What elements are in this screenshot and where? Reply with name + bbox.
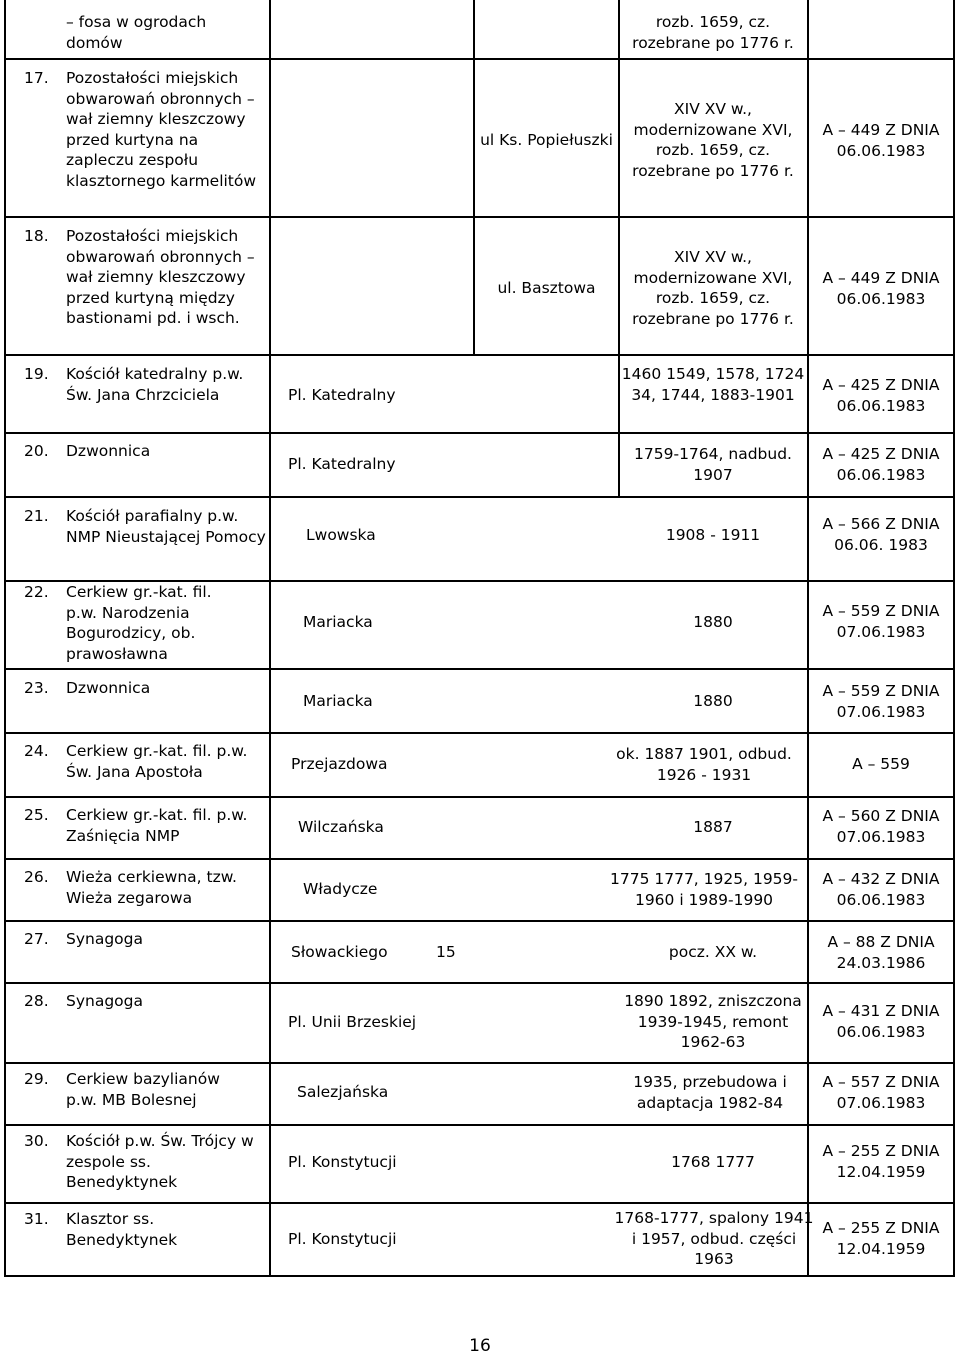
row-register: A – 255 Z DNIA 12.04.1959 (822, 1219, 940, 1258)
row-register: A – 557 Z DNIA 07.06.1983 (822, 1073, 940, 1112)
table-row (4, 920, 953, 984)
row-name: Kościół katedralny p.w. Św. Jana Chrzciciela (66, 365, 244, 404)
row-name: Cerkiew gr.-kat. fil. p.w. Zaśnięcia NMP (66, 806, 248, 845)
row-register: A – 559 (852, 755, 910, 773)
row-name: Pozostałości miejskich obwarowań obronnych – wał ziemny kleszczowy przed kurtyna na zapleczu zespołu klasztornego karmelitów (66, 69, 257, 190)
row-number: 28. (24, 992, 49, 1010)
row-street: ul. Basztowa (497, 279, 596, 297)
table-row (4, 982, 953, 1064)
row-street: Pl. Konstytucji (288, 1230, 397, 1248)
row-register: A – 431 Z DNIA 06.06.1983 (822, 1002, 940, 1041)
row-name: Pozostałości miejskich obwarowań obronnych – wał ziemny kleszczowy przed kurtyną między bastionami pd. i wsch. (66, 227, 255, 327)
row-name: – fosa w ogrodach domów (66, 13, 207, 52)
row-name: Kościół parafialny p.w. NMP Nieustającej Pomocy (66, 507, 266, 546)
row-register: A – 425 Z DNIA 06.06.1983 (822, 376, 940, 415)
row-name: Klasztor ss. Benedyktynek (66, 1210, 178, 1249)
row-register: A – 88 Z DNIA 24.03.1986 (827, 933, 935, 972)
row-date: 1908 - 1911 (665, 526, 761, 544)
row-street: Przejazdowa (291, 755, 388, 773)
page-number: 16 (469, 1336, 491, 1356)
table-row (4, 58, 953, 218)
row-number: 31. (24, 1210, 49, 1228)
table-row (4, 216, 953, 356)
row-street: Mariacka (303, 692, 373, 710)
row-register: A – 559 Z DNIA 07.06.1983 (822, 602, 940, 641)
row-street: Salezjańska (297, 1083, 389, 1101)
table-row (4, 796, 953, 860)
table-row (4, 580, 953, 670)
table-row (4, 858, 953, 922)
row-date: 1775 1777, 1925, 1959-1960 i 1989-1990 (609, 870, 798, 909)
table-row (4, 668, 953, 734)
row-date: rozb. 1659, cz. rozebrane po 1776 r. (632, 13, 794, 52)
table-row (4, 432, 953, 498)
row-name: Wieża cerkiewna, tzw. Wieża zegarowa (66, 868, 237, 907)
row-register: A – 560 Z DNIA 07.06.1983 (822, 807, 940, 846)
row-date: 1460 1549, 1578, 1724 34, 1744, 1883-1901 (621, 365, 805, 404)
row-register: A – 449 Z DNIA 06.06.1983 (822, 269, 940, 308)
row-number: 18. (24, 227, 49, 245)
row-register: A – 559 Z DNIA 07.06.1983 (822, 682, 940, 721)
row-date: 1887 (693, 818, 733, 836)
row-date: pocz. XX w. (668, 943, 758, 961)
row-street: Mariacka (303, 613, 373, 631)
row-street: Wilczańska (298, 818, 384, 836)
row-number: 27. (24, 930, 49, 948)
row-number: 24. (24, 742, 49, 760)
row-date: 1768 1777 (671, 1153, 755, 1171)
row-register: A – 432 Z DNIA 06.06.1983 (822, 870, 940, 909)
row-name: Cerkiew gr.-kat. fil. p.w. Św. Jana Apostoła (66, 742, 248, 781)
row-street: Władycze (303, 880, 378, 898)
row-street: Lwowska (306, 526, 376, 544)
row-name: Synagoga (66, 992, 143, 1010)
row-name: Synagoga (66, 930, 143, 948)
table-row (4, 1202, 953, 1277)
table-row (4, 354, 953, 434)
row-number: 22. (24, 583, 49, 601)
row-street: Słowackiego (291, 943, 388, 961)
row-name: Dzwonnica (66, 679, 151, 697)
row-register: A – 425 Z DNIA 06.06.1983 (822, 445, 940, 484)
row-street: Pl. Katedralny (288, 386, 396, 404)
row-name: Cerkiew gr.-kat. fil. p.w. Narodzenia Bogurodzicy, ob. prawosławna (66, 583, 212, 663)
row-number: 17. (24, 69, 49, 87)
row-street: Pl. Unii Brzeskiej (288, 1013, 417, 1031)
row-date: 1935, przebudowa i adaptacja 1982-84 (633, 1073, 787, 1112)
row-date: 1880 (693, 613, 733, 631)
row-street: ul Ks. Popiełuszki (480, 131, 613, 149)
row-date: 1759-1764, nadbud. 1907 (634, 445, 792, 484)
row-name: Dzwonnica (66, 442, 151, 460)
row-date: XIV XV w., modernizowane XVI, rozb. 1659, cz. rozebrane po 1776 r. (632, 248, 794, 328)
row-date: 1890 1892, zniszczona 1939-1945, remont 1962-63 (624, 992, 802, 1051)
table-row (4, 1062, 953, 1126)
row-house-number: 15 (436, 943, 456, 961)
table-row (4, 496, 953, 582)
table-row (4, 0, 953, 60)
row-number: 23. (24, 679, 49, 697)
row-name: Kościół p.w. Św. Trójcy w zespole ss. Benedyktynek (66, 1132, 254, 1191)
row-number: 26. (24, 868, 49, 886)
row-number: 30. (24, 1132, 49, 1150)
row-register: A – 566 Z DNIA 06.06. 1983 (822, 515, 940, 554)
table-row (4, 732, 953, 798)
row-number: 19. (24, 365, 49, 383)
row-number: 20. (24, 442, 49, 460)
row-number: 21. (24, 507, 49, 525)
row-number: 29. (24, 1070, 49, 1088)
row-number: 25. (24, 806, 49, 824)
row-date: ok. 1887 1901, odbud. 1926 - 1931 (616, 745, 792, 784)
row-register: A – 255 Z DNIA 12.04.1959 (822, 1142, 940, 1181)
row-street: Pl. Katedralny (288, 455, 396, 473)
table-row (4, 1124, 953, 1204)
row-street: Pl. Konstytucji (288, 1153, 397, 1171)
row-date: 1880 (693, 692, 733, 710)
row-register: A – 449 Z DNIA 06.06.1983 (822, 121, 940, 160)
row-date: 1768-1777, spalony 1941 i 1957, odbud. części 1963 (614, 1209, 814, 1268)
row-name: Cerkiew bazylianów p.w. MB Bolesnej (66, 1070, 220, 1109)
row-date: XIV XV w., modernizowane XVI, rozb. 1659, cz. rozebrane po 1776 r. (632, 100, 794, 180)
